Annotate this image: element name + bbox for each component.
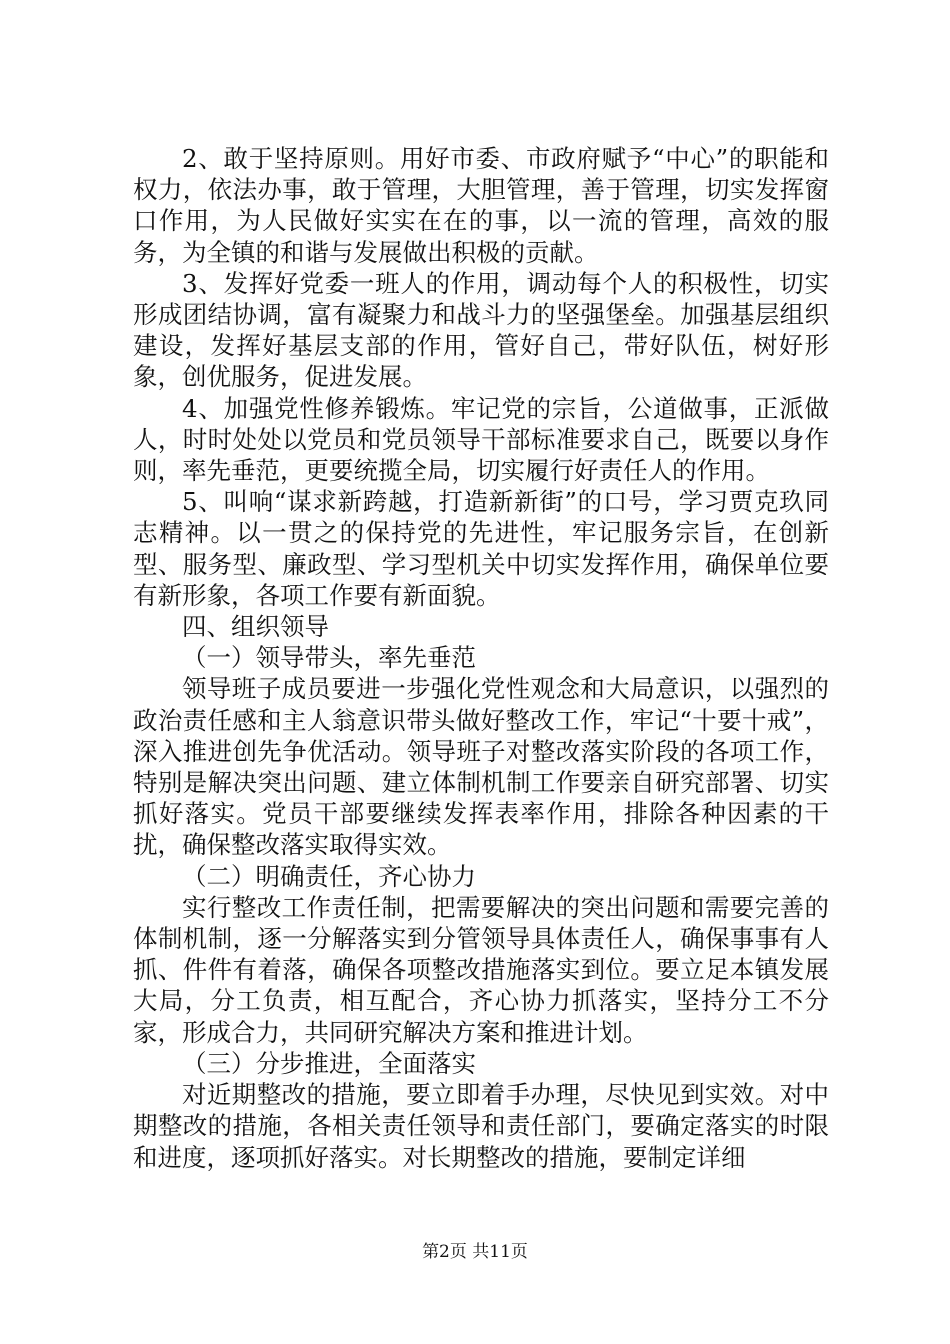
paragraph-implementation: 对近期整改的措施，要立即着手办理，尽快见到实效。对中期整改的措施，各相关责任领导和责任部门，要确定落实的时限和进度，逐项抓好落实。对长期整改的措施，要制定详细	[133, 1080, 829, 1172]
subheading-leadership: （一）领导带头，率先垂范	[182, 643, 476, 673]
paragraph-party-committee: 3、发挥好党委一班人的作用，调动每个人的积极性，切实形成团结协调，富有凝聚力和战斗力的坚强堡垒。加强基层组织建设，发挥好基层支部的作用，管好自己，带好队伍，树好形象，创优服务，促进发展。	[133, 268, 829, 392]
paragraph-responsibility: 实行整改工作责任制，把需要解决的突出问题和需要完善的体制机制，逐一分解落实到分管领导具体责任人，确保事事有人抓、件件有着落，确保各项整改措施落实到位。要立足本镇发展大局，分工负责，相互配合，齐心协力抓落实，坚持分工不分家，形成合力，共同研究解决方案和推进计划。	[133, 892, 829, 1047]
page-footer: 第2页 共11页	[422, 1242, 528, 1262]
paragraph-leadership: 领导班子成员要进一步强化党性观念和大局意识，以强烈的政治责任感和主人翁意识带头做好整改工作，牢记“十要十戒”，深入推进创先争优活动。领导班子对整改落实阶段的各项工作，特别是解决突出问题、建立体制机制工作要亲自研究部署、切实抓好落实。党员干部要继续发挥表率作用，排除各种因素的干扰，确保整改落实取得实效。	[133, 674, 829, 860]
section-heading-organization: 四、组织领导	[182, 612, 329, 642]
paragraph-party-cultivation: 4、加强党性修养锻炼。牢记党的宗旨，公道做事，正派做人，时时处处以党员和党员领导干部标准要求自己，既要以身作则，率先垂范，更要统揽全局，切实履行好责任人的作用。	[133, 393, 829, 486]
document-body	[133, 143, 829, 1173]
paragraph-principle: 2、敢于坚持原则。用好市委、市政府赋予“中心”的职能和权力，依法办事，敢于管理，大胆管理，善于管理，切实发挥窗口作用，为人民做好实实在在的事，以一流的管理，高效的服务，为全镇的和谐与发展做出积极的贡献。	[133, 144, 829, 267]
subheading-implementation: （三）分步推进，全面落实	[182, 1048, 476, 1078]
subheading-responsibility: （二）明确责任，齐心协力	[182, 861, 476, 891]
paragraph-slogan: 5、叫响“谋求新跨越，打造新新街”的口号，学习贾克玖同志精神。以一贯之的保持党的先进性，牢记服务宗旨，在创新型、服务型、廉政型、学习型机关中切实发挥作用，确保单位要有新形象，各项工作要有新面貌。	[133, 487, 829, 610]
